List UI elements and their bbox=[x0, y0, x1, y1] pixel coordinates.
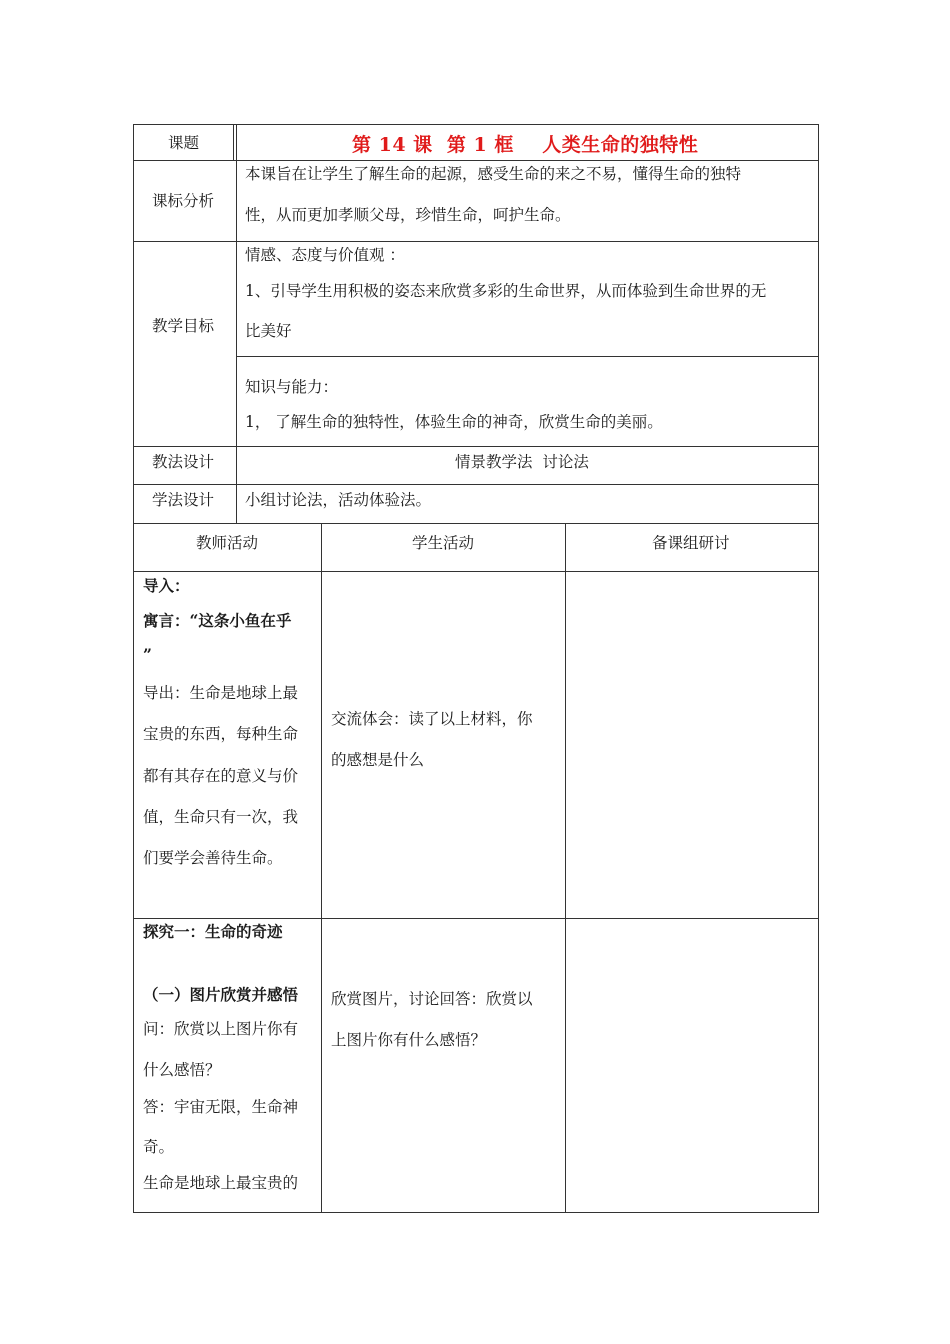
explore-subheading: （一）图片欣赏并感悟 bbox=[143, 985, 299, 1004]
page-title: 第 14 课 第 1 框 人类生命的独特性 bbox=[352, 134, 699, 156]
intro-line: 宝贵的东西，每种生命 bbox=[143, 725, 299, 743]
column-header-teacher: 教师活动 bbox=[196, 534, 259, 552]
method-label: 教法设计 bbox=[152, 453, 215, 471]
analysis-text-line-1: 本课旨在让学生了解生命的起源，感受生命的来之不易，懂得生命的独特 bbox=[245, 165, 742, 183]
intro-line: 值，生命只有一次，我 bbox=[143, 808, 299, 826]
table-border bbox=[233, 124, 234, 161]
intro-line: 都有其存在的意义与价 bbox=[143, 767, 299, 785]
explore-line: 问：欣赏以上图片你有 bbox=[143, 1020, 299, 1038]
fable-line-1: 寓言：“这条小鱼在乎 bbox=[143, 611, 292, 630]
column-header-group: 备课组研讨 bbox=[652, 534, 730, 552]
table-border bbox=[818, 124, 819, 1213]
explore-line: 什么感悟？ bbox=[143, 1061, 221, 1079]
table-border bbox=[236, 124, 237, 524]
intro-student-line-2: 的感想是什么 bbox=[331, 751, 425, 769]
attitude-text-line-1: 1、引导学生用积极的姿态来欣赏多彩的生命世界，从而体验到生命世界的无 bbox=[245, 282, 767, 300]
explore-line: 生命是地球上最宝贵的 bbox=[143, 1174, 299, 1192]
topic-label: 课题 bbox=[168, 134, 200, 152]
intro-line: 导出：生命是地球上最 bbox=[143, 684, 299, 702]
intro-student-line-1: 交流体会：读了以上材料，你 bbox=[331, 710, 533, 728]
study-label: 学法设计 bbox=[152, 491, 215, 509]
knowledge-text-line-1: 1， 了解生命的独特性，体验生命的神奇，欣赏生命的美丽。 bbox=[245, 413, 663, 431]
method-value: 情景教学法 讨论法 bbox=[455, 453, 589, 471]
analysis-text-line-2: 性，从而更加孝顺父母，珍惜生命，呵护生命。 bbox=[245, 206, 571, 224]
fable-line-2: ” bbox=[143, 645, 152, 664]
table-border bbox=[321, 523, 322, 1213]
column-header-student: 学生活动 bbox=[412, 534, 475, 552]
study-value: 小组讨论法，活动体验法。 bbox=[245, 491, 432, 509]
explore-student-line-2: 上图片你有什么感悟？ bbox=[331, 1031, 487, 1049]
table-border bbox=[133, 124, 134, 1213]
attitude-text-line-2: 比美好 bbox=[245, 322, 292, 340]
table-border bbox=[133, 1212, 819, 1213]
analysis-label: 课标分析 bbox=[152, 192, 215, 210]
table-border bbox=[565, 523, 566, 1213]
intro-line: 们要学会善待生命。 bbox=[143, 849, 283, 867]
explore-line: 奇。 bbox=[143, 1138, 175, 1156]
intro-heading: 导入： bbox=[143, 576, 190, 595]
explore-line: 答：宇宙无限，生命神 bbox=[143, 1098, 299, 1116]
goals-label: 教学目标 bbox=[152, 317, 215, 335]
knowledge-heading: 知识与能力： bbox=[245, 378, 339, 396]
explore-heading: 探究一：生命的奇迹 bbox=[143, 922, 283, 941]
table-border bbox=[133, 571, 819, 572]
explore-student-line-1: 欣赏图片，讨论回答：欣赏以 bbox=[331, 990, 533, 1008]
table-border bbox=[133, 918, 819, 919]
table-border bbox=[236, 356, 819, 357]
attitude-heading: 情感、态度与价值观 ： bbox=[245, 246, 405, 264]
